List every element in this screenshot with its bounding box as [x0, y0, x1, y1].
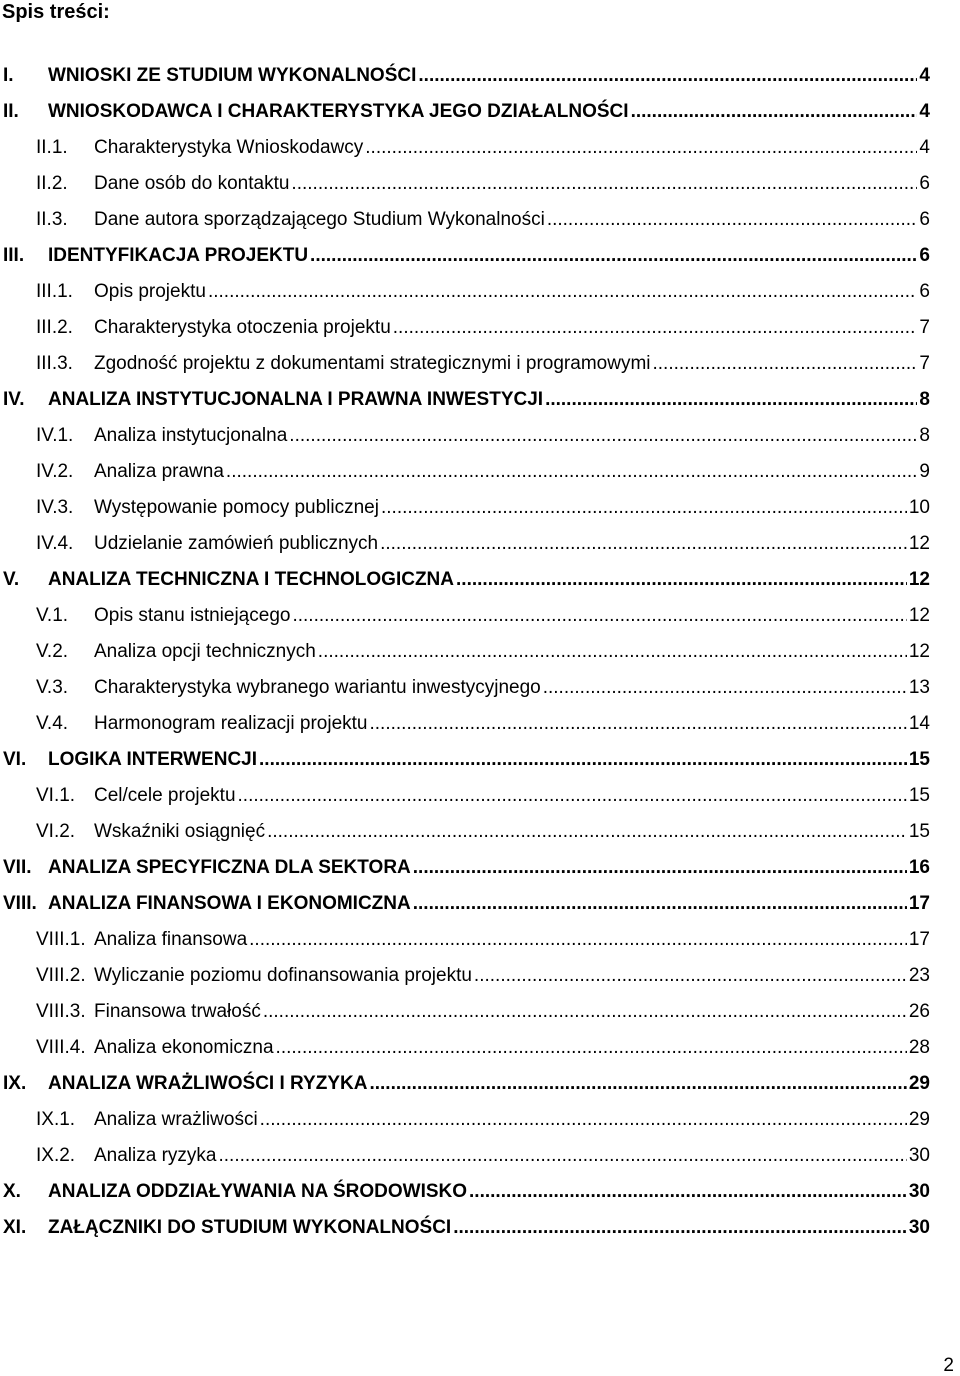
toc-dot-leader — [238, 778, 907, 814]
toc-dot-leader — [219, 1138, 907, 1174]
toc-dot-leader — [380, 526, 907, 562]
toc-entry-title: ANALIZA FINANSOWA I EKONOMICZNA — [48, 893, 411, 914]
toc-entry-title: ANALIZA INSTYTUCJONALNA I PRAWNA INWESTYCJI — [48, 389, 544, 410]
toc-entry-page: 10 — [908, 497, 930, 518]
toc-dot-leader — [413, 850, 907, 886]
toc-dot-leader — [292, 598, 906, 634]
toc-entry-title: WNIOSKI ZE STUDIUM WYKONALNOŚCI — [48, 65, 417, 86]
toc-dot-leader — [310, 238, 917, 274]
toc-dot-leader — [263, 994, 907, 1030]
toc-dot-leader — [370, 706, 907, 742]
toc-entry-number: IV.1. — [36, 425, 74, 446]
toc-entry-page: 12 — [908, 533, 930, 554]
toc-entry[interactable] — [0, 742, 930, 778]
toc-entry-number: III.1. — [36, 281, 73, 302]
toc-entry-title: IDENTYFIKACJA PROJEKTU — [48, 245, 309, 266]
toc-entry-number: II.2. — [36, 173, 68, 194]
toc-entry-page: 8 — [919, 425, 930, 446]
toc-entry-title: ANALIZA TECHNICZNA I TECHNOLOGICZNA — [48, 569, 455, 590]
toc-entry-title: Dane osób do kontaktu — [94, 173, 290, 194]
toc-dot-leader — [291, 166, 917, 202]
toc-entry-number: V.4. — [36, 713, 69, 734]
toc-dot-leader — [453, 1210, 907, 1246]
toc-entry-page: 23 — [908, 965, 930, 986]
toc-entry-title: Dane autora sporządzającego Studium Wykonalności — [94, 209, 545, 230]
toc-entry-number: V. — [3, 569, 20, 590]
toc-entry-number: IX. — [3, 1073, 27, 1094]
toc-dot-leader — [469, 1174, 907, 1210]
toc-entry-title: Analiza prawna — [94, 461, 224, 482]
toc-entry[interactable] — [0, 598, 930, 634]
toc-dot-leader — [631, 94, 918, 130]
toc-dot-leader — [547, 202, 918, 238]
toc-entry[interactable] — [0, 1174, 930, 1210]
toc-entry[interactable] — [0, 130, 930, 166]
toc-entry[interactable] — [0, 1030, 930, 1066]
toc-entry-number: V.1. — [36, 605, 69, 626]
toc-entry-title: ANALIZA SPECYFICZNA DLA SEKTORA — [48, 857, 411, 878]
toc-entry-page: 7 — [919, 317, 930, 338]
toc-entry-page: 4 — [919, 101, 930, 122]
toc-entry-page: 28 — [908, 1037, 930, 1058]
toc-entry-number: VII. — [3, 857, 32, 878]
toc-entry-page: 9 — [919, 461, 930, 482]
toc-entry-title: ANALIZA WRAŻLIWOŚCI I RYZYKA — [48, 1073, 368, 1094]
toc-entry[interactable] — [0, 814, 930, 850]
toc-entry-page: 30 — [908, 1217, 930, 1238]
toc-entry-title: Zgodność projektu z dokumentami strategicznymi i programowymi — [94, 353, 651, 374]
toc-entry-page: 17 — [908, 929, 930, 950]
toc-entry[interactable] — [0, 418, 930, 454]
toc-entry[interactable] — [0, 1066, 930, 1102]
toc-dot-leader — [365, 130, 917, 166]
toc-dot-leader — [456, 562, 907, 598]
toc-entry-title: Opis projektu — [94, 281, 206, 302]
toc-entry-page: 6 — [919, 281, 930, 302]
toc-entry-title: Wskaźniki osiągnięć — [94, 821, 266, 842]
toc-entry[interactable] — [0, 202, 930, 238]
toc-heading: Spis treści: — [2, 1, 110, 23]
toc-entry-page: 4 — [919, 137, 930, 158]
toc-entry[interactable] — [0, 1102, 930, 1138]
toc-entry-title: Analiza wrażliwości — [94, 1109, 258, 1130]
toc-dot-leader — [226, 454, 918, 490]
toc-dot-leader — [318, 634, 907, 670]
toc-entry-number: XI. — [3, 1217, 27, 1238]
toc-entry-title: Charakterystyka Wnioskodawcy — [94, 137, 364, 158]
toc-dot-leader — [543, 670, 907, 706]
toc-entry[interactable] — [0, 346, 930, 382]
toc-entry-page: 12 — [908, 641, 930, 662]
toc-dot-leader — [369, 1066, 906, 1102]
toc-entry[interactable] — [0, 706, 930, 742]
toc-entry-number: V.3. — [36, 677, 69, 698]
toc-entry-title: Charakterystyka otoczenia projektu — [94, 317, 391, 338]
toc-entry-number: VI.2. — [36, 821, 76, 842]
toc-dot-leader — [276, 1030, 907, 1066]
toc-entry-page: 26 — [908, 1001, 930, 1022]
toc-entry-title: Analiza ekonomiczna — [94, 1037, 274, 1058]
toc-dot-leader — [289, 418, 917, 454]
toc-entry-number: VIII.4. — [36, 1037, 86, 1058]
page-number: 2 — [943, 1355, 954, 1376]
toc-entry-title: Analiza ryzyka — [94, 1145, 217, 1166]
toc-entry-title: Finansowa trwałość — [94, 1001, 261, 1022]
toc-entry[interactable] — [0, 166, 930, 202]
toc-entry-number: III. — [3, 245, 25, 266]
toc-entry-title: Harmonogram realizacji projektu — [94, 713, 368, 734]
toc-entry-title: LOGIKA INTERWENCJI — [48, 749, 258, 770]
toc-entry[interactable] — [0, 490, 930, 526]
toc-entry-number: IV. — [3, 389, 25, 410]
toc-entry-page: 29 — [908, 1109, 930, 1130]
toc-entry-page: 29 — [908, 1073, 930, 1094]
toc-dot-leader — [418, 58, 917, 94]
toc-entry-page: 8 — [919, 389, 930, 410]
toc-entry[interactable] — [0, 274, 930, 310]
toc-entry-title: Wyliczanie poziomu dofinansowania projektu — [94, 965, 472, 986]
toc-entry-page: 7 — [919, 353, 930, 374]
toc-entry-page: 12 — [908, 569, 930, 590]
toc-entry-number: VIII.3. — [36, 1001, 86, 1022]
toc-entry[interactable] — [0, 958, 930, 994]
toc-entry[interactable] — [0, 994, 930, 1030]
toc-entry-number: IX.1. — [36, 1109, 76, 1130]
toc-dot-leader — [259, 742, 907, 778]
toc-entry-number: II.3. — [36, 209, 68, 230]
toc-entry[interactable] — [0, 58, 930, 94]
toc-entry[interactable] — [0, 634, 930, 670]
toc-entry-number: IV.4. — [36, 533, 74, 554]
toc-entry-title: Cel/cele projektu — [94, 785, 236, 806]
toc-entry-number: V.2. — [36, 641, 69, 662]
toc-entry[interactable] — [0, 1210, 930, 1246]
toc-entry-number: III.2. — [36, 317, 73, 338]
toc-entry-title: Charakterystyka wybranego wariantu inwestycyjnego — [94, 677, 541, 698]
toc-entry[interactable] — [0, 382, 930, 418]
toc-entry-title: Analiza instytucjonalna — [94, 425, 288, 446]
toc-entry-page: 12 — [908, 605, 930, 626]
toc-dot-leader — [413, 886, 907, 922]
toc-entry-number: VIII. — [3, 893, 37, 914]
toc-entry-page: 13 — [908, 677, 930, 698]
toc-entry[interactable] — [0, 670, 930, 706]
toc-entry-number: III.3. — [36, 353, 73, 374]
table-of-contents — [0, 58, 930, 1246]
toc-entry-number: VI.1. — [36, 785, 76, 806]
toc-entry[interactable] — [0, 526, 930, 562]
toc-entry-number: VIII.2. — [36, 965, 86, 986]
toc-entry[interactable] — [0, 850, 930, 886]
toc-entry-page: 15 — [908, 785, 930, 806]
toc-entry-title: Udzielanie zamówień publicznych — [94, 533, 379, 554]
toc-entry-number: IV.3. — [36, 497, 74, 518]
toc-entry-page: 4 — [919, 65, 930, 86]
toc-entry-number: I. — [3, 65, 14, 86]
toc-dot-leader — [249, 922, 907, 958]
toc-entry-number: IV.2. — [36, 461, 74, 482]
toc-dot-leader — [474, 958, 907, 994]
toc-entry-number: X. — [3, 1181, 21, 1202]
toc-entry-title: ZAŁĄCZNIKI DO STUDIUM WYKONALNOŚCI — [48, 1217, 452, 1238]
toc-entry-page: 15 — [908, 749, 930, 770]
toc-entry-page: 16 — [908, 857, 930, 878]
toc-entry-title: ANALIZA ODDZIAŁYWANIA NA ŚRODOWISKO — [48, 1181, 468, 1202]
toc-dot-leader — [653, 346, 918, 382]
toc-entry[interactable] — [0, 94, 930, 130]
toc-entry[interactable] — [0, 310, 930, 346]
toc-entry-page: 30 — [908, 1181, 930, 1202]
toc-dot-leader — [267, 814, 907, 850]
toc-entry-page: 30 — [908, 1145, 930, 1166]
toc-entry[interactable] — [0, 1138, 930, 1174]
toc-dot-leader — [545, 382, 917, 418]
toc-dot-leader — [260, 1102, 907, 1138]
toc-entry-page: 15 — [908, 821, 930, 842]
toc-entry-page: 6 — [919, 245, 930, 266]
toc-entry[interactable] — [0, 562, 930, 598]
toc-entry-page: 14 — [908, 713, 930, 734]
toc-dot-leader — [208, 274, 917, 310]
toc-entry-page: 6 — [919, 209, 930, 230]
toc-dot-leader — [381, 490, 907, 526]
toc-entry[interactable] — [0, 454, 930, 490]
toc-entry-number: IX.2. — [36, 1145, 76, 1166]
toc-entry-page: 17 — [908, 893, 930, 914]
toc-entry-title: Opis stanu istniejącego — [94, 605, 291, 626]
toc-entry[interactable] — [0, 922, 930, 958]
toc-entry-title: Analiza finansowa — [94, 929, 248, 950]
toc-entry[interactable] — [0, 886, 930, 922]
toc-entry-number: II. — [3, 101, 19, 122]
toc-entry-title: Analiza opcji technicznych — [94, 641, 316, 662]
toc-dot-leader — [393, 310, 918, 346]
toc-entry-page: 6 — [919, 173, 930, 194]
toc-entry-title: Występowanie pomocy publicznej — [94, 497, 379, 518]
toc-entry-number: VIII.1. — [36, 929, 86, 950]
toc-entry[interactable] — [0, 238, 930, 274]
toc-entry-number: VI. — [3, 749, 27, 770]
toc-entry[interactable] — [0, 778, 930, 814]
toc-entry-number: II.1. — [36, 137, 68, 158]
toc-entry-title: WNIOSKODAWCA I CHARAKTERYSTYKA JEGO DZIAŁALNOŚCI — [48, 101, 629, 122]
